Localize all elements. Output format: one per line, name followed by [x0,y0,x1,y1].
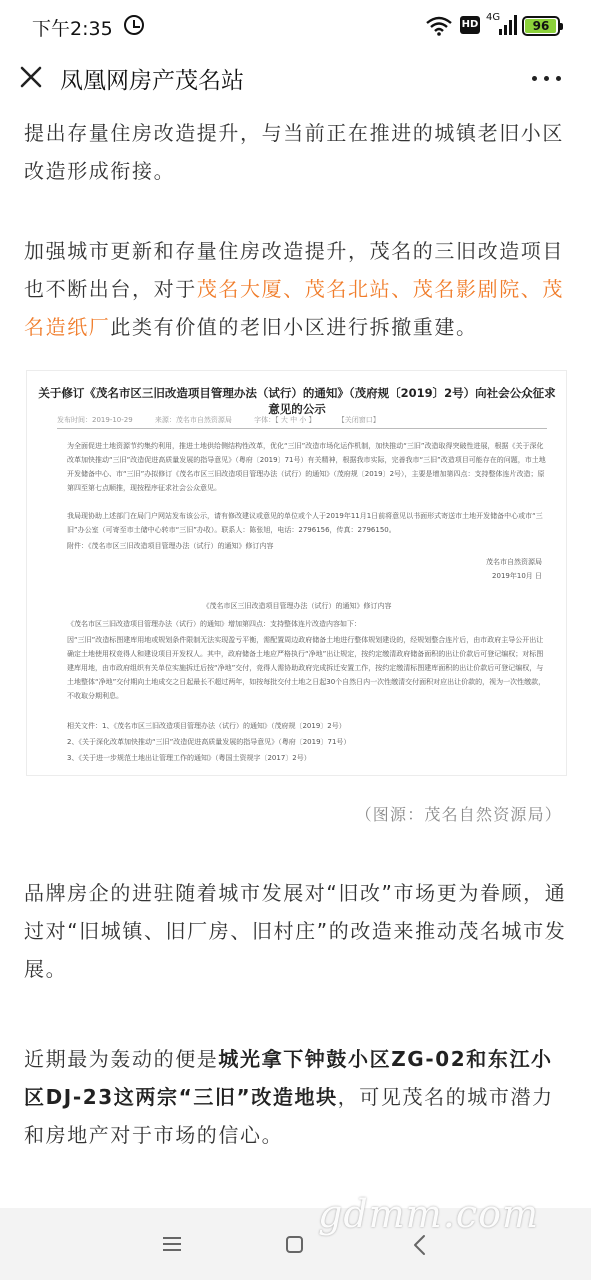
doc-body-5: 因“三旧”改造标图建库用地或规划条件限制无法实现盈亏平衡，需配置周边政府储备土地进行整体规划建设的，经规划整合连片后，由市政府主导公开出让确定土地使用权竞得人和建设项目开发权人。其中，政府储备土地应严格执行“净地”出让规定，按约定缴清政府储备面积的出让价款后可登记编权；对标图建库用地，由市政府组织有关单位实施拆迁后按“净地”交付，竞得人需协助政府完成拆迁安置工作，按约定缴清标图建库面积的出让价款后可登记编权，与土地整体“净地”交付期向土地成交之日起最长不超过两年，如按每批交付土地之日起30个自然日内一次性缴清交付面积对应出让价款的，视为一次性缴款，不收取分期利息。 [67,636,546,700]
doc-ref-1: 相关文件：1、《茂名市区三旧改造项目管理办法（试行）的通知》（茂府规〔2019〕2号） [67,722,346,730]
doc-subtitle: 《茂名市区三旧改造项目管理办法（试行）的通知》修订内容 [202,602,392,610]
doc-body-2: 我局现协助上述部门在局门户网站发布该公示，请有修改建议或意见的单位或个人于2019年11月1日前将意见以书面形式寄送市土地开发储备中心或市“三旧”办公室（可寄至市土储中心转市“三旧”办收）。联系人：陈张旭，电话：2796156，传真：2796150。 [67,512,543,534]
signal-icon [498,14,518,36]
doc-meta-close: 【关闭窗口】 [337,416,380,424]
doc-meta [57,415,547,429]
network-label: 4G [486,12,501,23]
doc-sign-date: 2019年10月 日 [492,572,542,580]
battery-icon [522,16,560,36]
more-icon[interactable] [526,62,566,92]
doc-meta-font: 字体：【 大 中 小 】 [254,416,316,424]
paragraph-4-bold: 城光拿下钟鼓小区ZG-02和东江小区DJ-23这两宗“三旧”改造地块 [24,1047,553,1109]
doc-title: 关于修订《茂名市区三旧改造项目管理办法（试行）的通知》（茂府规〔2019〕2号）向社会公众征求意见的公示 [38,386,556,416]
article-paragraph-2 [24,232,569,346]
wifi-icon [426,16,452,36]
document-image[interactable] [26,370,567,776]
battery-cap [560,23,563,30]
alarm-icon [124,15,144,35]
article-paragraph-1: 提出存量住房改造提升，与当前正在推进的城镇老旧小区改造形成衔接。 [24,121,564,183]
hd-badge: HD [460,16,480,34]
paragraph-4-text-a: 近期最为轰动的便是 [24,1047,219,1071]
article-paragraph-3: 品牌房企的进驻随着城市发展对“旧改”市场更为眷顾，通过对“旧城镇、旧厂房、旧村庄”的改造来推动茂名城市发展。 [24,881,567,981]
home-icon[interactable] [286,1236,303,1253]
doc-ref-2: 2、《关于深化改革加快推动“三旧”改造促进高质量发展的指导意见》（粤府〔2019〕71号） [67,738,351,746]
status-bar [0,0,591,52]
watermark: gdmm.com [318,1192,539,1236]
paragraph-2-text-a: 加强城市更新和存量住房改造提升，茂名的三旧改造项目也不断出台，对于 [24,239,564,301]
page-title: 凤凰网房产茂名站 [60,68,244,94]
status-time: 下午2:35 [32,18,113,40]
battery-level: 96 [532,19,550,33]
image-caption: （图源：茂名自然资源局） [355,805,562,824]
doc-meta-source: 来源：茂名市自然资源局 [154,416,232,424]
paragraph-2-text-b: 此类有价值的老旧小区进行拆撤重建。 [110,315,478,339]
doc-body-3: 附件：《茂名市区三旧改造项目管理办法（试行）的通知》修订内容 [67,542,274,550]
close-icon[interactable] [14,60,48,94]
back-icon[interactable] [410,1234,430,1256]
doc-sign-org: 茂名市自然资源局 [486,558,542,566]
doc-body-1: 为全面促进土地资源节约集约利用，推进土地供给侧结构性改革，优化“三旧”改造市场化运作机制，加快推动“三旧”改造取得突破性进展，根据《关于深化改革加快推动“三旧”改造促进高质量发展的指导意见》（粤府〔2019〕71号）有关精神，根据我市实际，完善我市“三旧”改造项目可能存在的问题，市土地开发储备中心、市“三旧”办拟修订《茂名市区三旧改造项目管理办法（试行）的通知》（茂府规〔2019〕2号），主要是增加第四点：支持整体连片改造；原第四至第七点顺推，现按程序征求社会公众意见。 [67,442,546,492]
article-paragraph-4 [24,1040,569,1154]
doc-ref-3: 3、《关于进一步规范土地出让管理工作的通知》（粤国土资规字〔2017〕2号） [67,754,311,762]
paragraph-4-text-b: ，可见茂名的城市潜力和房地产对于市场的信心。 [24,1085,554,1147]
title-bar [0,52,591,106]
doc-meta-date: 发布时间：2019-10-29 [57,416,133,424]
doc-body-4: 《茂名市区三旧改造项目管理办法（试行）的通知》增加第四点：支持整体连片改造内容如下： [67,620,361,628]
menu-icon[interactable] [163,1236,181,1252]
paragraph-2-links[interactable]: 茂名大厦、茂名北站、茂名影剧院、茂名造纸厂 [24,277,565,339]
